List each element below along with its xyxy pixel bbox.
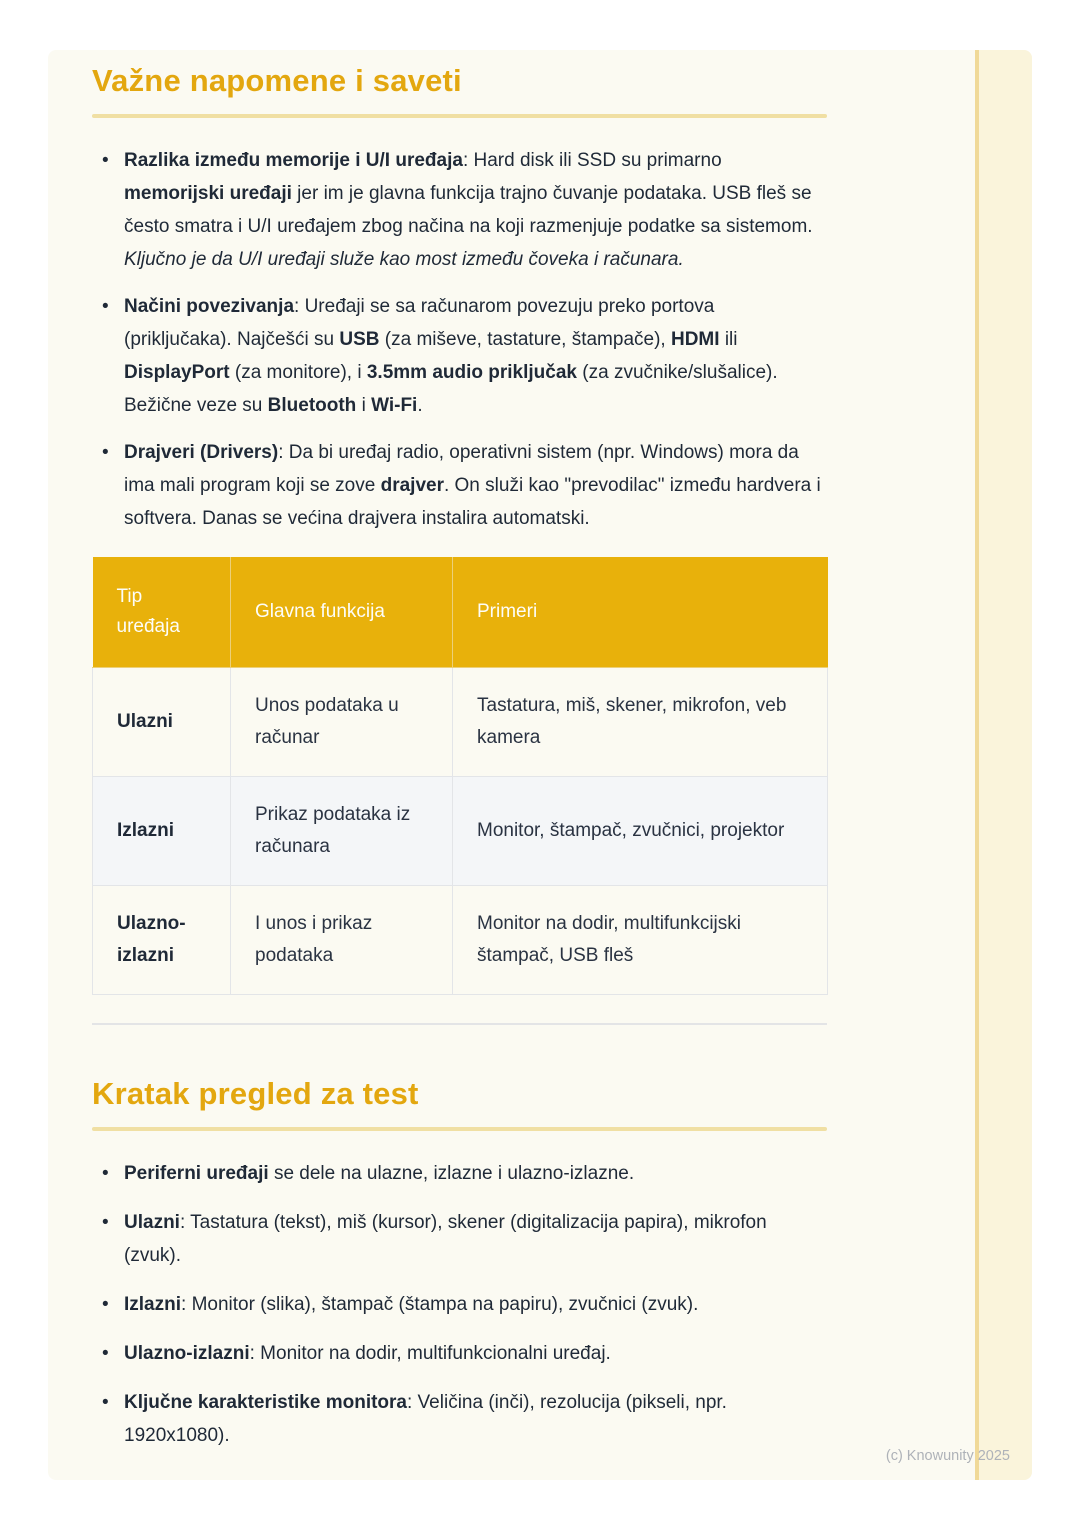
text-segment: memorijski uređaji <box>124 183 292 204</box>
list-item <box>92 1288 827 1321</box>
table-header-glavna-funkcija: Glavna funkcija <box>231 557 453 667</box>
text-segment: se dele na ulazne, izlazne i ulazno-izlazne. <box>268 1162 635 1184</box>
document-card <box>48 50 1032 1480</box>
table-cell-row-header: Ulazno-izlazni <box>93 885 231 994</box>
text-segment: Načini povezivanja <box>124 296 295 317</box>
text-segment: 3.5mm audio priključak <box>366 362 577 383</box>
text-segment: Ulazno-izlazni <box>124 1342 250 1364</box>
list-item <box>92 436 827 535</box>
list-item <box>92 1337 827 1370</box>
text-segment: : Veličina (inči), rezolucija (pikseli, npr. 1920x1080). <box>124 1391 727 1446</box>
table-cell: Monitor na dodir, multifunkcijski štampač, USB fleš <box>453 885 828 994</box>
text-segment: : Monitor (slika), štampač (štampa na papiru), zvučnici (zvuk). <box>181 1293 699 1315</box>
summary-list <box>92 1157 827 1452</box>
text-segment: (za monitore), i <box>229 362 367 383</box>
table-cell: Prikaz podataka iz računara <box>231 776 453 885</box>
table-body <box>93 667 828 994</box>
list-item <box>92 290 827 422</box>
table-header-tip-uredjaja: Tip uređaja <box>93 557 231 667</box>
table-header-row <box>93 557 828 667</box>
section-title-kratak-pregled: Kratak pregled za test <box>92 1075 419 1111</box>
text-segment: drajver <box>380 475 444 496</box>
text-segment: Bluetooth <box>267 395 357 416</box>
text-segment: : Hard disk ili SSD su primarno <box>462 150 722 171</box>
text-segment: Ključne karakteristike monitora <box>124 1391 407 1413</box>
heading-underline <box>92 114 827 118</box>
table-row <box>93 885 828 994</box>
text-segment: Ulazni <box>124 1211 180 1233</box>
text-segment: : Uređaji se sa računarom povezuju preko portova (priključaka). Najčešći su <box>124 296 715 350</box>
table-cell: Tastatura, miš, skener, mikrofon, veb kamera <box>453 667 828 776</box>
text-segment: jer im je glavna funkcija trajno čuvanje podataka. USB fleš se često smatra i U/I uređajem zbog načina na koji razmenjuje podatke sa sistemom. <box>124 183 813 237</box>
text-segment: DisplayPort <box>124 362 230 383</box>
table-cell: Unos podataka u računar <box>231 667 453 776</box>
text-segment: . <box>417 395 423 416</box>
text-segment: : Monitor na dodir, multifunkcionalni uređaj. <box>249 1342 611 1364</box>
section-title-vazne-napomene: Važne napomene i saveti <box>92 63 462 98</box>
text-segment: Drajveri (Drivers) <box>124 442 279 463</box>
text-segment: HDMI <box>670 329 720 350</box>
text-segment: (za miševe, tastature, štampače), <box>379 329 671 350</box>
text-segment: i <box>356 395 372 416</box>
list-item <box>92 144 827 276</box>
text-segment: Periferni uređaji <box>124 1162 269 1184</box>
document-content <box>48 50 1032 1452</box>
text-segment: Izlazni <box>124 1293 182 1315</box>
table-cell-row-header: Izlazni <box>93 776 231 885</box>
list-item <box>92 1157 827 1190</box>
table-cell-row-header: Ulazni <box>93 667 231 776</box>
text-segment: : Da bi uređaj radio, operativni sistem (npr. Windows) mora da ima mali program koji se zove <box>124 442 799 496</box>
table-cell: Monitor, štampač, zvučnici, projektor <box>453 776 828 885</box>
copyright-footer: (c) Knowunity 2025 <box>885 1448 1010 1464</box>
section-divider <box>92 1023 827 1025</box>
text-segment: : Tastatura (tekst), miš (kursor), skener (digitalizacija papira), mikrofon (zvuk). <box>124 1211 767 1266</box>
text-segment: ili <box>719 329 738 350</box>
table-row <box>93 667 828 776</box>
text-segment: Wi-Fi <box>371 395 418 416</box>
list-item <box>92 1206 827 1272</box>
text-segment: Razlika između memorije i U/I uređaja <box>124 150 463 171</box>
table-row <box>93 776 828 885</box>
text-segment: USB <box>339 329 380 350</box>
notes-list <box>92 144 827 535</box>
table-cell: I unos i prikaz podataka <box>231 885 453 994</box>
text-segment: (za zvučnike/slušalice). Bežične veze su <box>124 362 778 416</box>
heading-underline-2 <box>92 1127 827 1131</box>
text-segment: Ključno je da U/I uređaji služe kao most između čoveka i računara. <box>124 249 684 270</box>
device-types-table <box>92 557 828 995</box>
text-segment: . On služi kao "prevodilac" između hardvera i softvera. Danas se većina drajvera instalira automatski. <box>124 475 821 529</box>
table-header-primeri: Primeri <box>453 557 828 667</box>
list-item <box>92 1386 827 1452</box>
